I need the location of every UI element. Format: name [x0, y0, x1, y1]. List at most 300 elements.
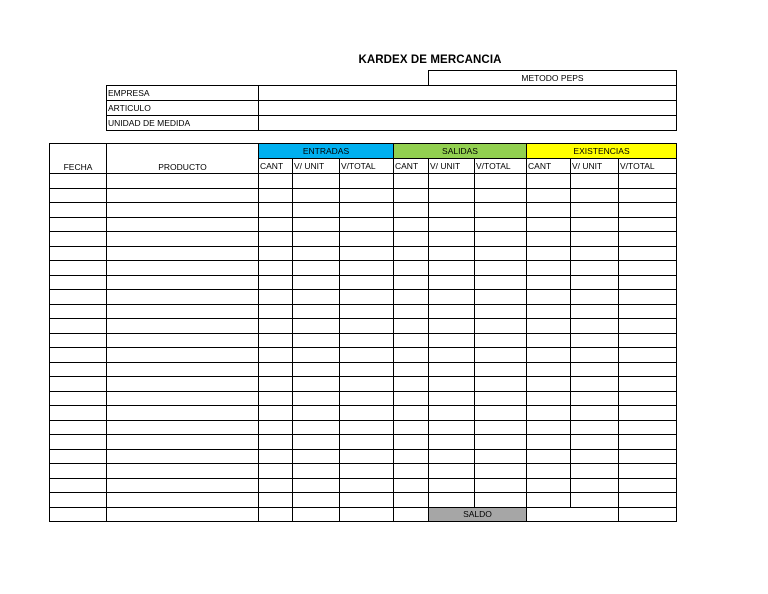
table-cell[interactable] [429, 493, 475, 508]
table-cell[interactable] [619, 261, 677, 276]
table-cell[interactable] [394, 174, 429, 189]
table-cell[interactable] [571, 333, 619, 348]
unidad-medida-label: UNIDAD DE MEDIDA [107, 116, 259, 131]
table-cell[interactable] [50, 261, 107, 276]
table-cell[interactable] [107, 449, 259, 464]
table-cell[interactable] [394, 232, 429, 247]
table-cell[interactable] [340, 478, 394, 493]
table-cell[interactable] [429, 174, 475, 189]
table-cell[interactable] [527, 232, 571, 247]
table-row [50, 348, 677, 363]
document-title: KARDEX DE MERCANCIA [358, 54, 502, 66]
table-cell[interactable] [293, 435, 340, 450]
table-cell[interactable] [527, 290, 571, 305]
table-cell[interactable] [475, 478, 527, 493]
table-cell[interactable] [527, 391, 571, 406]
table-cell[interactable] [429, 275, 475, 290]
table-cell[interactable] [50, 348, 107, 363]
table-cell[interactable] [394, 478, 429, 493]
table-cell[interactable] [293, 203, 340, 218]
table-cell[interactable] [107, 174, 259, 189]
table-cell[interactable] [394, 406, 429, 421]
table-cell[interactable] [293, 333, 340, 348]
table-cell[interactable] [429, 464, 475, 479]
table-cell[interactable] [293, 188, 340, 203]
table-cell[interactable] [571, 478, 619, 493]
table-cell[interactable] [429, 188, 475, 203]
table-cell[interactable] [340, 493, 394, 508]
table-cell[interactable] [50, 232, 107, 247]
table-cell[interactable] [50, 391, 107, 406]
table-cell[interactable] [259, 333, 293, 348]
table-cell[interactable] [340, 203, 394, 218]
table-cell[interactable] [107, 478, 259, 493]
table-cell[interactable] [107, 435, 259, 450]
table-cell[interactable] [571, 348, 619, 363]
table-cell[interactable] [475, 304, 527, 319]
table-cell[interactable] [429, 391, 475, 406]
empresa-label: EMPRESA [107, 86, 259, 101]
table-cell[interactable] [259, 377, 293, 392]
saldo-cell[interactable] [394, 507, 429, 522]
table-cell[interactable] [429, 435, 475, 450]
table-cell[interactable] [394, 261, 429, 276]
table-cell[interactable] [50, 188, 107, 203]
table-cell[interactable] [293, 493, 340, 508]
table-cell[interactable] [429, 348, 475, 363]
table-cell[interactable] [394, 348, 429, 363]
table-cell[interactable] [571, 362, 619, 377]
table-row [50, 275, 677, 290]
table-cell[interactable] [394, 246, 429, 261]
table-cell[interactable] [50, 362, 107, 377]
table-cell[interactable] [50, 217, 107, 232]
table-cell[interactable] [340, 304, 394, 319]
table-cell[interactable] [259, 493, 293, 508]
table-cell[interactable] [293, 478, 340, 493]
table-cell[interactable] [527, 174, 571, 189]
table-cell[interactable] [571, 449, 619, 464]
table-cell[interactable] [475, 493, 527, 508]
table-cell[interactable] [394, 391, 429, 406]
table-cell[interactable] [475, 319, 527, 334]
table-cell[interactable] [50, 203, 107, 218]
table-cell[interactable] [259, 319, 293, 334]
table-cell[interactable] [340, 464, 394, 479]
table-cell[interactable] [107, 319, 259, 334]
table-cell[interactable] [429, 232, 475, 247]
table-cell[interactable] [619, 420, 677, 435]
salidas-vtotal-header: V/TOTAL [475, 159, 527, 174]
table-cell[interactable] [50, 435, 107, 450]
table-cell[interactable] [527, 435, 571, 450]
table-cell[interactable] [394, 203, 429, 218]
table-cell[interactable] [340, 174, 394, 189]
table-cell[interactable] [619, 275, 677, 290]
table-cell[interactable] [259, 246, 293, 261]
table-cell[interactable] [571, 319, 619, 334]
table-cell[interactable] [340, 319, 394, 334]
table-cell[interactable] [571, 464, 619, 479]
table-cell[interactable] [619, 246, 677, 261]
table-cell[interactable] [619, 174, 677, 189]
method-cell: METODO PEPS [429, 71, 677, 86]
table-cell[interactable] [340, 406, 394, 421]
table-cell[interactable] [259, 203, 293, 218]
table-cell[interactable] [527, 275, 571, 290]
table-cell[interactable] [107, 333, 259, 348]
table-cell[interactable] [619, 362, 677, 377]
table-cell[interactable] [394, 435, 429, 450]
entradas-cant-header: CANT [259, 159, 293, 174]
table-cell[interactable] [619, 464, 677, 479]
table-cell[interactable] [527, 464, 571, 479]
table-cell[interactable] [394, 304, 429, 319]
table-row [50, 232, 677, 247]
table-cell[interactable] [429, 217, 475, 232]
table-cell[interactable] [259, 275, 293, 290]
table-cell[interactable] [429, 246, 475, 261]
existencias-cant-header: CANT [527, 159, 571, 174]
existencias-header: EXISTENCIAS [527, 144, 677, 159]
table-cell[interactable] [475, 464, 527, 479]
table-cell[interactable] [429, 406, 475, 421]
table-cell[interactable] [107, 203, 259, 218]
table-cell[interactable] [475, 420, 527, 435]
table-cell[interactable] [475, 362, 527, 377]
table-cell[interactable] [619, 449, 677, 464]
table-cell[interactable] [259, 217, 293, 232]
table-cell[interactable] [340, 246, 394, 261]
table-cell[interactable] [259, 174, 293, 189]
table-row [50, 290, 677, 305]
table-cell[interactable] [259, 304, 293, 319]
table-row [50, 420, 677, 435]
table-cell[interactable] [394, 362, 429, 377]
table-cell[interactable] [571, 217, 619, 232]
table-cell[interactable] [259, 391, 293, 406]
table-cell[interactable] [475, 435, 527, 450]
table-cell[interactable] [50, 377, 107, 392]
saldo-cell[interactable] [619, 507, 677, 522]
table-cell[interactable] [619, 333, 677, 348]
entradas-header: ENTRADAS [259, 144, 394, 159]
saldo-cell[interactable] [50, 507, 107, 522]
table-cell[interactable] [293, 464, 340, 479]
table-cell[interactable] [571, 435, 619, 450]
table-cell[interactable] [527, 478, 571, 493]
table-cell[interactable] [571, 406, 619, 421]
table-cell[interactable] [259, 449, 293, 464]
table-cell[interactable] [429, 203, 475, 218]
table-cell[interactable] [527, 261, 571, 276]
table-cell[interactable] [50, 174, 107, 189]
table-cell[interactable] [107, 188, 259, 203]
table-cell[interactable] [107, 275, 259, 290]
table-cell[interactable] [619, 319, 677, 334]
entradas-vtotal-header: V/TOTAL [340, 159, 394, 174]
table-cell[interactable] [259, 290, 293, 305]
table-cell[interactable] [475, 217, 527, 232]
table-cell[interactable] [429, 449, 475, 464]
table-cell[interactable] [340, 188, 394, 203]
table-cell[interactable] [527, 449, 571, 464]
table-cell[interactable] [429, 420, 475, 435]
table-cell[interactable] [340, 348, 394, 363]
table-cell[interactable] [340, 275, 394, 290]
unidad-medida-value[interactable] [259, 116, 677, 131]
table-cell[interactable] [527, 304, 571, 319]
table-cell[interactable] [107, 290, 259, 305]
table-cell[interactable] [340, 232, 394, 247]
table-cell[interactable] [619, 435, 677, 450]
existencias-vtotal-header: V/TOTAL [619, 159, 677, 174]
table-cell[interactable] [527, 217, 571, 232]
table-cell[interactable] [619, 348, 677, 363]
saldo-cell[interactable] [527, 507, 619, 522]
salidas-cant-header: CANT [394, 159, 429, 174]
articulo-label: ARTICULO [107, 101, 259, 116]
table-row [50, 217, 677, 232]
table-cell[interactable] [107, 420, 259, 435]
table-cell[interactable] [394, 464, 429, 479]
table-cell[interactable] [619, 203, 677, 218]
table-cell[interactable] [571, 275, 619, 290]
table-row [50, 478, 677, 493]
table-cell[interactable] [475, 188, 527, 203]
table-cell[interactable] [475, 333, 527, 348]
table-row [50, 188, 677, 203]
table-cell[interactable] [429, 377, 475, 392]
table-cell[interactable] [293, 261, 340, 276]
table-cell[interactable] [293, 449, 340, 464]
table-cell[interactable] [293, 275, 340, 290]
table-cell[interactable] [293, 362, 340, 377]
table-cell[interactable] [107, 246, 259, 261]
table-cell[interactable] [571, 304, 619, 319]
table-cell[interactable] [571, 246, 619, 261]
table-cell[interactable] [50, 406, 107, 421]
table-cell[interactable] [50, 333, 107, 348]
table-cell[interactable] [259, 435, 293, 450]
table-cell[interactable] [259, 464, 293, 479]
table-row [50, 203, 677, 218]
table-cell[interactable] [571, 203, 619, 218]
table-cell[interactable] [293, 232, 340, 247]
table-cell[interactable] [50, 493, 107, 508]
table-cell[interactable] [394, 188, 429, 203]
table-cell[interactable] [107, 304, 259, 319]
table-cell[interactable] [571, 232, 619, 247]
salidas-header: SALIDAS [394, 144, 527, 159]
table-cell[interactable] [259, 188, 293, 203]
table-cell[interactable] [107, 391, 259, 406]
table-cell[interactable] [293, 406, 340, 421]
table-cell[interactable] [619, 493, 677, 508]
table-cell[interactable] [259, 478, 293, 493]
saldo-cell[interactable] [293, 507, 340, 522]
empresa-value[interactable] [259, 86, 677, 101]
table-cell[interactable] [340, 261, 394, 276]
table-cell[interactable] [394, 420, 429, 435]
table-cell[interactable] [527, 420, 571, 435]
table-cell[interactable] [394, 290, 429, 305]
table-cell[interactable] [340, 420, 394, 435]
table-cell[interactable] [475, 406, 527, 421]
table-cell[interactable] [475, 275, 527, 290]
table-cell[interactable] [50, 449, 107, 464]
table-cell[interactable] [394, 275, 429, 290]
table-cell[interactable] [293, 348, 340, 363]
table-cell[interactable] [50, 464, 107, 479]
table-cell[interactable] [340, 377, 394, 392]
table-cell[interactable] [394, 333, 429, 348]
articulo-value[interactable] [259, 101, 677, 116]
table-cell[interactable] [293, 420, 340, 435]
table-cell[interactable] [429, 319, 475, 334]
table-cell[interactable] [619, 188, 677, 203]
table-cell[interactable] [527, 246, 571, 261]
table-cell[interactable] [571, 420, 619, 435]
table-cell[interactable] [429, 333, 475, 348]
table-cell[interactable] [50, 246, 107, 261]
table-cell[interactable] [571, 377, 619, 392]
table-cell[interactable] [259, 261, 293, 276]
table-cell[interactable] [527, 493, 571, 508]
table-cell[interactable] [475, 232, 527, 247]
table-cell[interactable] [107, 348, 259, 363]
table-cell[interactable] [475, 391, 527, 406]
table-cell[interactable] [50, 275, 107, 290]
table-cell[interactable] [107, 464, 259, 479]
table-row [50, 362, 677, 377]
table-cell[interactable] [340, 217, 394, 232]
table-row [50, 464, 677, 479]
table-cell[interactable] [527, 406, 571, 421]
table-row [50, 493, 677, 508]
saldo-cell[interactable] [259, 507, 293, 522]
table-cell[interactable] [340, 290, 394, 305]
table-cell[interactable] [429, 290, 475, 305]
table-cell[interactable] [340, 435, 394, 450]
table-cell[interactable] [475, 174, 527, 189]
table-cell[interactable] [475, 203, 527, 218]
table-cell[interactable] [429, 304, 475, 319]
kardex-table [49, 143, 677, 522]
table-cell[interactable] [475, 290, 527, 305]
table-cell[interactable] [293, 246, 340, 261]
table-cell[interactable] [394, 217, 429, 232]
table-cell[interactable] [571, 188, 619, 203]
table-cell[interactable] [475, 377, 527, 392]
table-cell[interactable] [107, 406, 259, 421]
table-cell[interactable] [619, 232, 677, 247]
table-cell[interactable] [475, 449, 527, 464]
table-cell[interactable] [107, 377, 259, 392]
table-cell[interactable] [50, 290, 107, 305]
table-cell[interactable] [293, 174, 340, 189]
table-cell[interactable] [527, 362, 571, 377]
saldo-cell[interactable] [340, 507, 394, 522]
producto-header: PRODUCTO [107, 144, 259, 174]
table-cell[interactable] [340, 333, 394, 348]
table-cell[interactable] [107, 362, 259, 377]
table-cell[interactable] [571, 493, 619, 508]
table-cell[interactable] [107, 232, 259, 247]
table-cell[interactable] [619, 478, 677, 493]
table-cell[interactable] [259, 420, 293, 435]
table-cell[interactable] [571, 290, 619, 305]
table-cell[interactable] [527, 377, 571, 392]
table-cell[interactable] [394, 319, 429, 334]
table-cell[interactable] [571, 174, 619, 189]
table-cell[interactable] [619, 406, 677, 421]
table-row [50, 449, 677, 464]
table-cell[interactable] [475, 246, 527, 261]
table-cell[interactable] [619, 217, 677, 232]
table-cell[interactable] [527, 203, 571, 218]
table-cell[interactable] [619, 290, 677, 305]
table-cell[interactable] [107, 493, 259, 508]
table-cell[interactable] [429, 261, 475, 276]
table-cell[interactable] [50, 420, 107, 435]
table-cell[interactable] [394, 377, 429, 392]
table-cell[interactable] [293, 290, 340, 305]
table-cell[interactable] [619, 391, 677, 406]
table-cell[interactable] [259, 348, 293, 363]
saldo-label: SALDO [429, 507, 527, 522]
table-cell[interactable] [475, 261, 527, 276]
table-cell[interactable] [394, 493, 429, 508]
table-cell[interactable] [293, 319, 340, 334]
table-cell[interactable] [107, 217, 259, 232]
table-cell[interactable] [394, 449, 429, 464]
table-row [50, 406, 677, 421]
fecha-header: FECHA [50, 144, 107, 174]
table-row [50, 435, 677, 450]
existencias-vunit-header: V/ UNIT [571, 159, 619, 174]
info-table [106, 70, 677, 131]
table-cell[interactable] [527, 188, 571, 203]
table-cell[interactable] [475, 348, 527, 363]
table-cell[interactable] [293, 391, 340, 406]
table-cell[interactable] [293, 304, 340, 319]
saldo-cell[interactable] [107, 507, 259, 522]
table-cell[interactable] [340, 362, 394, 377]
table-cell[interactable] [527, 319, 571, 334]
table-cell[interactable] [429, 478, 475, 493]
table-cell[interactable] [259, 362, 293, 377]
table-cell[interactable] [527, 333, 571, 348]
table-cell[interactable] [619, 304, 677, 319]
table-cell[interactable] [340, 391, 394, 406]
table-cell[interactable] [259, 406, 293, 421]
table-cell[interactable] [340, 449, 394, 464]
table-cell[interactable] [50, 478, 107, 493]
table-cell[interactable] [293, 217, 340, 232]
table-cell[interactable] [571, 261, 619, 276]
table-cell[interactable] [429, 362, 475, 377]
table-cell[interactable] [527, 348, 571, 363]
table-cell[interactable] [619, 377, 677, 392]
table-cell[interactable] [50, 304, 107, 319]
table-cell[interactable] [259, 232, 293, 247]
table-cell[interactable] [50, 319, 107, 334]
table-cell[interactable] [293, 377, 340, 392]
table-cell[interactable] [107, 261, 259, 276]
table-row [50, 261, 677, 276]
table-cell[interactable] [571, 391, 619, 406]
